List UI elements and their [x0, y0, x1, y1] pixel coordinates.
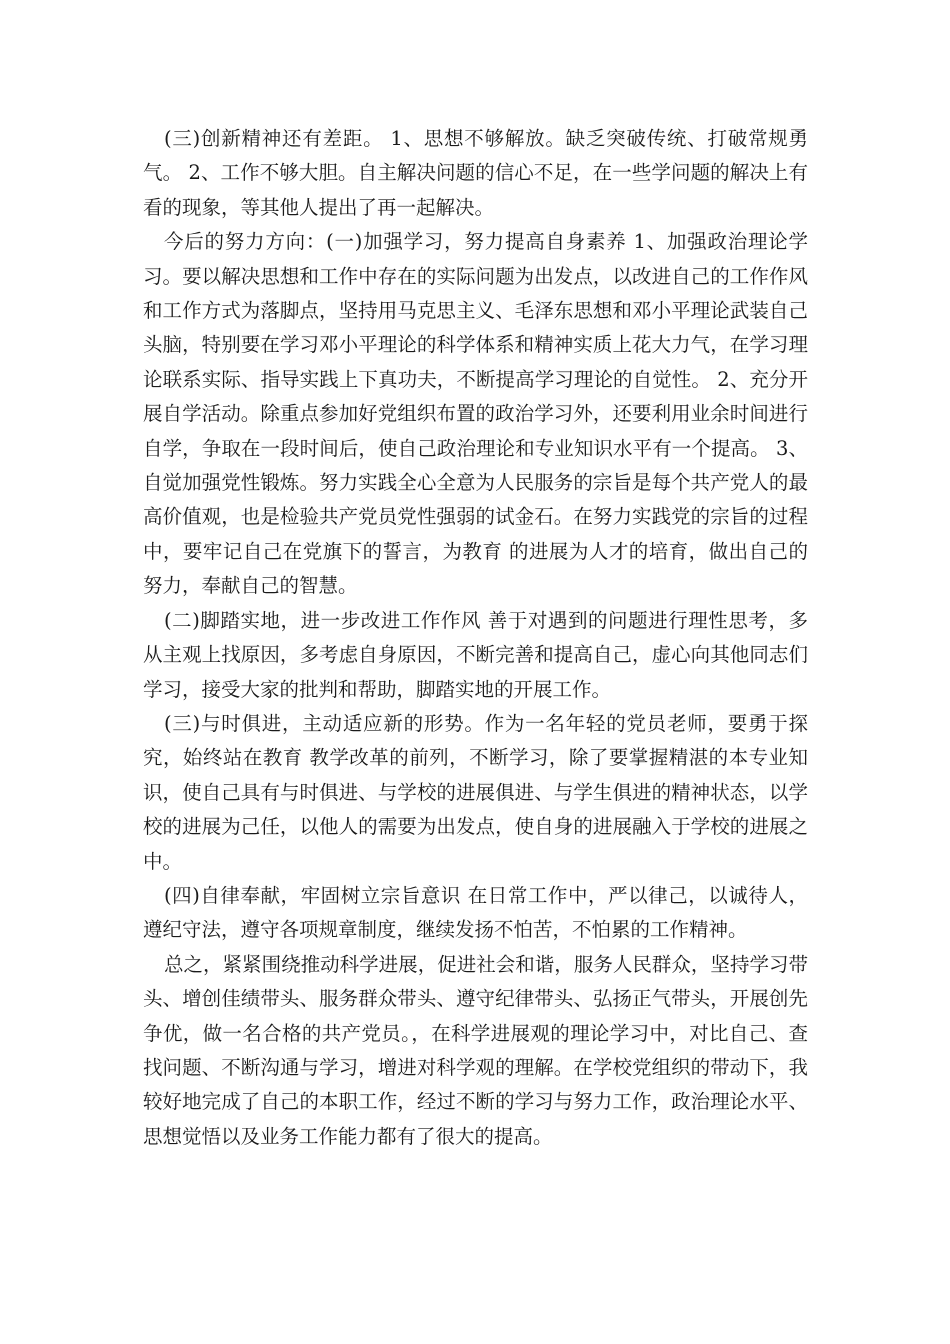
paragraph-innovation-gap: (三)创新精神还有差距。 1、思想不够解放。缺乏突破传统、打破常规勇气。 2、工作不够大胆。自主解决问题的信心不足，在一些学问题的解决上有看的现象，等其他人提出了再一起解决。 — [143, 127, 808, 219]
paragraph-summary: 总之，紧紧围绕推动科学进展，促进社会和谐，服务人民群众，坚持学习带头、增创佳绩带头、服务群众带头、遵守纪律带头、弘扬正气带头，开展创先争优，做一名合格的共产党员。，在科学进展观的理论学习中，对比自己、查找问题、不断沟通与学习，增进对科学观的理解。在学校党组织的带动下，我较好地完成了自己的本职工作，经过不断的学习与努力工作，政治理论水平、思想觉悟以及业务工作能力都有了很大的提高。 — [143, 952, 808, 1148]
paragraph-self-discipline: (四)自律奉献，牢固树立宗旨意识 在日常工作中，严以律己，以诚待人，遵纪守法，遵守各项规章制度，继续发扬不怕苦，不怕累的工作精神。 — [143, 883, 808, 942]
paragraph-future-direction-study: 今后的努力方向：(一)加强学习，努力提高自身素养 1、加强政治理论学习。要以解决思想和工作中存在的实际问题为出发点，以改进自己的工作作风和工作方式为落脚点，坚持用马克思主义、毛泽东思想和邓小平理论武装自己头脑，特别要在学习邓小平理论的科学体系和精神实质上花大力气，在学习理论联系实际、指导实践上下真功夫，不断提高学习理论的自觉性。 2、充分开展自学活动。除重点参加好党组织布置的政治学习外，还要利用业余时间进行自学，争取在一段时间后，使自己政治理论和专业知识水平有一个提高。 3、自觉加强党性锻炼。努力实践全心全意为人民服务的宗旨是每个共产党人的最高价值观，也是检验共产党员党性强弱的试金石。在努力实践党的宗旨的过程中，要牢记自己在党旗下的誓言，为教育 的进展为人才的培育，做出自己的努力，奉献自己的智慧。 — [143, 230, 808, 598]
paragraph-work-style: (二)脚踏实地，进一步改进工作作风 善于对遇到的问题进行理性思考，多从主观上找原因，多考虑自身原因，不断完善和提高自己，虚心向其他同志们学习，接受大家的批判和帮助，脚踏实地的开展工作。 — [143, 608, 808, 701]
document-body — [143, 122, 808, 1154]
paragraph-keep-pace: (三)与时俱进，主动适应新的形势。作为一名年轻的党员老师，要勇于探究，始终站在教育 教学改革的前列，不断学习，除了要掌握精湛的本专业知识，使自己具有与时俱进、与学校的进展俱进、与学生俱进的精神状态，以学校的进展为己任，以他人的需要为出发点，使自身的进展融入于学校的进展之中。 — [143, 711, 808, 873]
